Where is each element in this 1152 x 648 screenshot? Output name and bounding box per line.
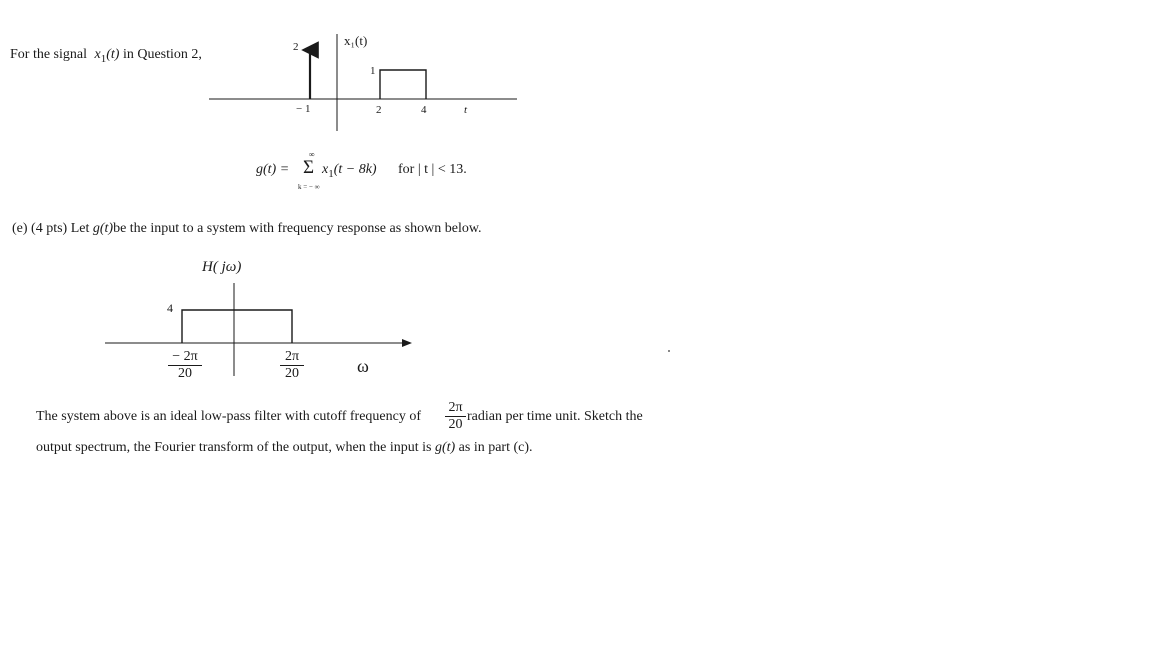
h-title: H( jω): [202, 259, 242, 275]
intro-prefix: For the signal: [10, 47, 87, 62]
h-neg-cutoff-num: − 2π: [168, 349, 202, 366]
desc-line1-b: radian per time unit. Sketch the: [467, 409, 643, 424]
x1-tick-4: 4: [421, 104, 427, 116]
h-level-label: 4: [167, 301, 173, 315]
x1-tick-neg1: − 1: [296, 103, 311, 115]
g-sum-symbol: Σ: [303, 157, 315, 178]
x1-pulse: [380, 70, 426, 99]
part-e-lead: (e) (4 pts) Let: [12, 221, 90, 236]
desc-line2: [36, 440, 533, 456]
part-e-text: [12, 221, 482, 237]
desc-line2-g: g(t): [434, 440, 456, 455]
g-term-arg: (t − 8k): [333, 162, 377, 177]
x1-title: x₁(t): [344, 33, 368, 48]
h-omega-label: ω: [357, 356, 369, 376]
x1-level-label: 1: [370, 65, 376, 77]
stray-dot: [668, 350, 670, 352]
x1-impulse-label: 2: [293, 41, 299, 53]
intro-signal-sub: 1: [100, 52, 107, 65]
g-condition: for | t | < 13.: [398, 162, 467, 177]
part-e-rest: be the input to a system with frequency response as shown below.: [113, 221, 482, 236]
desc-cutoff-frac: [445, 400, 466, 433]
intro-signal-arg: (t): [106, 47, 120, 62]
g-term-x: x: [322, 162, 329, 177]
h-pos-cutoff-den: 20: [285, 366, 299, 381]
g-lhs: g(t) =: [256, 162, 290, 177]
g-sum-upper: ∞: [309, 150, 315, 159]
h-pos-cutoff-num: 2π: [280, 349, 304, 366]
g-definition: [256, 162, 289, 178]
intro-signal: x: [94, 47, 101, 62]
h-pos-cutoff: [280, 349, 304, 382]
g-term-sub: 1: [328, 167, 334, 180]
desc-line1-a: The system above is an ideal low-pass filter with cutoff frequency of: [36, 409, 422, 424]
g-sum-lower: k = − ∞: [298, 183, 320, 191]
h-neg-cutoff: [168, 349, 202, 382]
desc-line2-b: as in part (c).: [458, 440, 533, 455]
intro-suffix: in Question 2,: [122, 47, 202, 62]
g-sum-term: [322, 162, 377, 180]
part-e-g: g(t): [92, 221, 114, 236]
desc-cutoff-den: 20: [448, 417, 463, 432]
h-passband: [182, 310, 292, 343]
desc-line2-a: output spectrum, the Fourier transform of the output, when the input is: [36, 440, 432, 455]
x1-axis-t: t: [464, 104, 468, 116]
x1-tick-2: 2: [376, 104, 382, 116]
desc-cutoff-num: 2π: [445, 400, 466, 417]
h-neg-cutoff-den: 20: [178, 366, 192, 381]
